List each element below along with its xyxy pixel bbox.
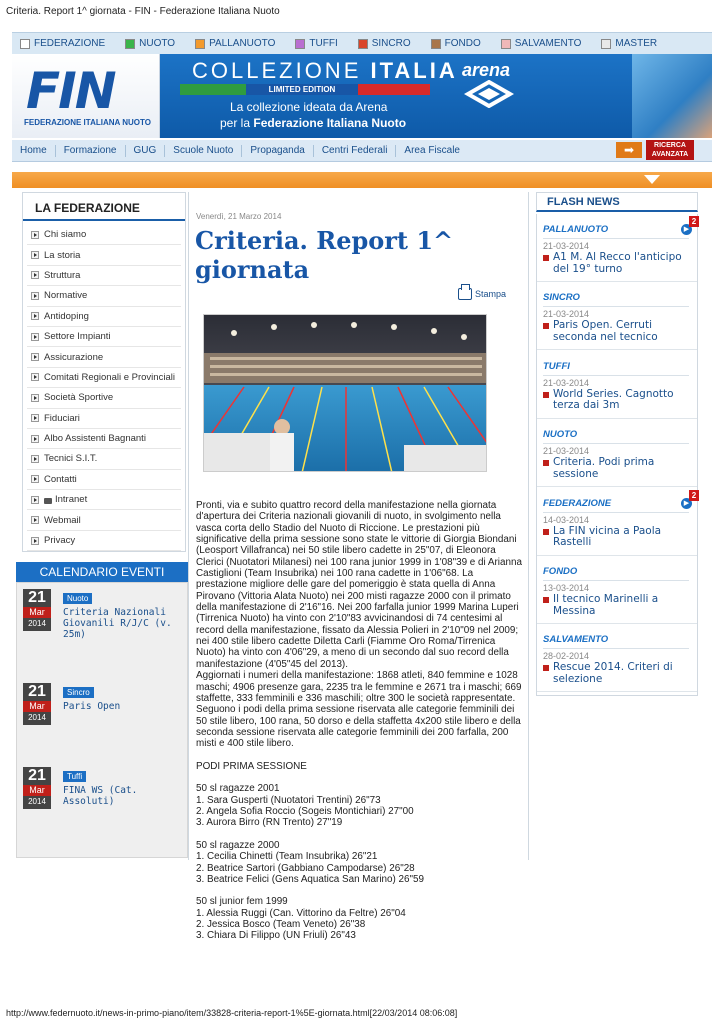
federazione-menu-label: Chi siamo <box>44 229 87 241</box>
arrow-right-icon <box>31 353 39 361</box>
flash-news-date: 21-03-2014 <box>543 241 590 251</box>
federazione-menu-label: Webmail <box>44 514 81 526</box>
flash-news-headline[interactable] <box>543 457 693 480</box>
federazione-menu-item[interactable] <box>27 470 181 490</box>
event-month: Mar <box>23 607 51 618</box>
section-label: SINCRO <box>371 38 411 49</box>
flash-news-headline-text: World Series. Cagnotto terza dai 3m <box>553 387 674 412</box>
banner-line2-bold: Federazione Italiana Nuoto <box>253 116 407 130</box>
category-underline <box>543 512 689 513</box>
arrow-right-icon <box>31 475 39 483</box>
federazione-menu-label: Albo Assistenti Bagnanti <box>44 433 146 445</box>
arrow-right-icon <box>31 373 39 381</box>
flash-news-item[interactable] <box>537 556 697 624</box>
flash-news-headline-text: Il tecnico Marinelli a Messina <box>553 593 659 617</box>
federazione-menu-label: Comitati Regionali e Provinciali <box>44 371 175 383</box>
nav-propaganda[interactable]: Propaganda <box>242 145 314 157</box>
nav-scuole-nuoto[interactable]: Scuole Nuoto <box>165 145 242 157</box>
federazione-menu-label: Contatti <box>44 473 77 485</box>
nav-formazione[interactable]: Formazione <box>56 145 126 157</box>
fin-logo[interactable] <box>12 54 160 138</box>
flash-news-date: 14-03-2014 <box>543 514 590 525</box>
orange-divider-bar <box>12 172 712 188</box>
article-title: Criteria. Report 1^ giornata <box>195 226 454 284</box>
arrow-right-icon <box>31 292 39 300</box>
play-circle-icon: ▶ <box>681 498 692 509</box>
event-year: 2014 <box>28 797 46 806</box>
advanced-search-button[interactable] <box>646 140 694 160</box>
arrow-right-icon <box>31 455 39 463</box>
flash-news-headline-text: Paris Open. Cerruti seconda nel tecnico <box>553 319 658 343</box>
federazione-menu-label: Assicurazione <box>44 351 104 363</box>
search-go-arrow-icon[interactable]: ➡ <box>616 142 642 158</box>
category-underline <box>543 648 689 649</box>
event-date <box>23 767 51 809</box>
arrow-right-icon <box>31 251 39 259</box>
federazione-menu-label: Settore Impianti <box>44 331 111 343</box>
section-color-icon <box>20 39 30 49</box>
arena-logo: arena <box>462 60 511 80</box>
arrow-right-icon <box>31 537 39 545</box>
flash-news-headline[interactable] <box>543 389 693 412</box>
federazione-menu-item[interactable] <box>27 490 181 510</box>
federazione-menu-item[interactable] <box>27 327 181 347</box>
federazione-menu-title: LA FEDERAZIONE <box>23 193 185 221</box>
flash-news-category[interactable]: SINCRO <box>543 292 580 304</box>
federazione-menu-label: Normative <box>44 290 88 302</box>
event-month: Mar <box>23 701 51 712</box>
flash-news-headline[interactable] <box>543 526 693 549</box>
section-label: MASTER <box>615 38 658 49</box>
flash-news-item[interactable] <box>537 624 697 692</box>
nav-gug[interactable]: GUG <box>126 145 166 157</box>
federazione-menu-label: La storia <box>44 249 81 261</box>
federazione-menu-item[interactable] <box>27 266 181 286</box>
arrow-right-icon <box>31 231 39 239</box>
arrow-right-icon <box>31 414 39 422</box>
arrow-right-icon <box>31 271 39 279</box>
flash-news-item[interactable] <box>537 282 697 350</box>
print-label: Stampa <box>475 289 507 299</box>
section-label: FEDERAZIONE <box>34 38 106 49</box>
federazione-menu <box>22 192 186 552</box>
flash-news-headline[interactable] <box>543 320 693 343</box>
federazione-menu-item[interactable] <box>27 531 181 551</box>
event-year: 2014 <box>28 713 46 722</box>
print-header: Criteria. Report 1^ giornata - FIN - Federazione Italiana Nuoto <box>6 6 280 17</box>
section-label: FONDO <box>444 38 481 49</box>
badge-count: 2 <box>689 216 699 227</box>
bullet-square-icon <box>543 665 549 671</box>
fin-logo-text: FEDERAZIONE ITALIANA NUOTO <box>24 118 151 127</box>
advanced-search-line1: RICERCA <box>654 142 686 149</box>
federazione-menu-item[interactable] <box>27 347 181 367</box>
arrow-right-icon <box>31 394 39 402</box>
nav-home[interactable]: Home <box>12 145 56 157</box>
nav-area-fiscale[interactable]: Area Fiscale <box>404 144 460 156</box>
section-link[interactable] <box>20 38 105 49</box>
event-day: 21 <box>28 589 46 606</box>
article-date: Venerdì, 21 Marzo 2014 <box>196 212 282 221</box>
column-divider <box>528 192 529 860</box>
federazione-menu-item[interactable] <box>27 409 181 429</box>
event-tag[interactable]: Nuoto <box>63 593 92 604</box>
flash-news-date: 28-02-2014 <box>543 651 590 662</box>
category-underline <box>543 375 689 376</box>
section-color-icon <box>125 39 135 49</box>
sections-bar <box>12 32 712 54</box>
main-nav <box>12 140 712 162</box>
nav-centri-federali[interactable]: Centri Federali <box>314 145 397 157</box>
section-color-icon <box>358 39 368 49</box>
federazione-menu-item[interactable] <box>27 510 181 530</box>
event-tag[interactable]: Sincro <box>63 687 94 698</box>
collezione-word: COLLEZIONE <box>192 58 362 83</box>
banner-line2-pre: per la <box>220 116 254 130</box>
event-name[interactable]: FINA WS (Cat. Assoluti) <box>63 785 138 807</box>
calendar-title: CALENDARIO EVENTI <box>16 562 188 582</box>
expand-triangle-icon[interactable] <box>644 175 660 184</box>
article-paragraph: PODI PRIMA SESSIONE <box>196 760 307 772</box>
section-link[interactable] <box>358 38 411 49</box>
section-label: SALVAMENTO <box>514 38 582 49</box>
article-paragraph: 50 sl ragazze 2001 1. Sara Gusperti (Nuotatori Trentini) 26"73 2. Angela Sofia Roccio (Sogeis Montichiari) 27"00 3. Aurora Birro (RN Trento) 27"19 <box>196 783 414 829</box>
flash-news-category[interactable]: SALVAMENTO <box>543 634 609 646</box>
arrow-right-icon <box>31 435 39 443</box>
category-underline <box>543 306 689 307</box>
printer-icon <box>458 288 472 300</box>
section-color-icon <box>195 39 205 49</box>
section-color-icon <box>501 39 511 49</box>
event-day: 21 <box>28 767 46 784</box>
category-underline <box>543 443 689 444</box>
federazione-menu-list <box>23 221 185 551</box>
section-color-icon <box>431 39 441 49</box>
flash-news-date: 21-03-2014 <box>543 309 590 320</box>
news-count-badge[interactable] <box>681 490 699 512</box>
badge-count: 2 <box>689 490 699 501</box>
lock-icon <box>44 498 52 504</box>
header-banner[interactable] <box>12 54 712 138</box>
flash-news-headline-text: A1 M. Al Recco l'anticipo del 19° turno <box>553 251 682 275</box>
event-name[interactable]: Paris Open <box>63 701 121 712</box>
event-year: 2014 <box>28 619 46 628</box>
section-link[interactable] <box>501 38 582 49</box>
arrow-right-icon <box>31 333 39 341</box>
flash-news-item[interactable] <box>537 351 697 419</box>
federazione-menu-item[interactable] <box>27 245 181 265</box>
pool-photo-illustration <box>204 315 487 472</box>
flash-news-headline-text: Rescue 2014. Criteri di selezione <box>553 661 673 685</box>
section-label: TUFFI <box>309 38 338 49</box>
flash-news-category[interactable]: TUFFI <box>543 360 570 372</box>
federazione-menu-label: Struttura <box>44 269 81 281</box>
federazione-menu-label: Tecnici S.I.T. <box>44 453 98 465</box>
federazione-menu-label: Antidoping <box>44 310 89 322</box>
section-label: PALLANUOTO <box>209 38 276 49</box>
event-month: Mar <box>23 785 51 796</box>
arena-diamond-icon <box>464 80 514 108</box>
article-photo <box>203 314 487 472</box>
event-tag[interactable]: Tuffi <box>63 771 86 782</box>
flash-news-category[interactable]: FEDERAZIONE <box>543 497 612 509</box>
section-color-icon <box>601 39 611 49</box>
section-link[interactable] <box>195 38 275 49</box>
article-paragraph: Pronti, via e subito quattro record della manifestazione nella giornata d'apertura dei Criteria nazionali giovanili di nuoto, in svolgimento nella vasca corta dello Stadio del Nuoto di Riccione. Le prestazioni più significative della prima sessione sono state le vittorie di Giorgia Biondani (Leosport Villafranca) nei 50 stile libero cadette in 25"07, di Eleonora Clerici (Nuotatori Milanesi) nei 100 rana junior 1999 in 1'08"39 e di Arianna Castiglioni (Team Insubrika) nei 100 rana cadette in 1'06"68. La prestazione migliore delle gare del pomeriggio è stata quella di Anna Pirovano (Vittoria Alata Nuoto) nei 200 misti ragazze 2000 con il primato della manifestazione di 2'16"16. Nei 200 farfalla junior 1999 Marina Luperi (Tirrenica Nuoto) ha vinto con 2'10"83 avvicinandosi di 74 centesimi al record della manifestazione, fissato da Alessia Polieri in 2'10"09 nel 2009; nei 400 stile libero cadette Diletta Carli (Fiamme Oro Roma/Tirrenica Nuoto) ha vinto con 4'06"29, a meno di un secondo dal suo record della manifestazione (4'05"45 del 2013). Aggiornati i numeri della manifestazione: 1868 atleti, 840 femmine e 1028 maschi; 4906 presenze gara, 2235 tra le femmine e 2671 tra i maschi; 669 staffette, 333 femminili e 336 maschili; oltre 300 le società rappresentate. Seguono i podi della prima sessione riservata alle categorie femminili dei 50 stile libero, 100 rana, 50 dorso e della staffetta 4x200 stile libero e della seconda sessione riservata alle categorie femminili dei 200 farfalla, 200 misti e 400 stile libero. <box>196 500 522 750</box>
event-name[interactable]: Criteria Nazionali Giovanili R/J/C (v. 25m) <box>63 607 172 640</box>
federazione-menu-item[interactable] <box>27 388 181 408</box>
flash-news-headline[interactable] <box>543 662 693 685</box>
flash-news-title: FLASH NEWS <box>536 192 698 212</box>
swimmer-photo <box>632 54 712 138</box>
federazione-menu-label: Società Sportive <box>44 392 114 404</box>
flash-news-category[interactable]: FONDO <box>543 566 578 577</box>
event-date <box>23 589 51 631</box>
flash-news-category[interactable]: PALLANUOTO <box>543 224 609 235</box>
flash-news-headline-text: Criteria. Podi prima sessione <box>553 456 655 480</box>
section-link[interactable] <box>431 38 481 49</box>
bullet-square-icon <box>543 392 549 398</box>
federazione-menu-item[interactable] <box>27 429 181 449</box>
article-paragraph: 50 sl ragazze 2000 1. Cecilia Chinetti (Team Insubrika) 26"21 2. Beatrice Sartori (Gabbiano Campodarse) 26"28 3. Beatrice Felici (Gens Aquatica San Marino) 26"59 <box>196 839 425 885</box>
flash-news-headline[interactable] <box>543 594 693 617</box>
bullet-square-icon <box>543 460 549 466</box>
federazione-menu-label: Intranet <box>55 494 88 506</box>
flash-news-date: 21-03-2014 <box>543 446 590 457</box>
bullet-square-icon <box>543 255 549 261</box>
flash-news-item[interactable] <box>537 488 697 556</box>
flash-news-list <box>536 214 698 696</box>
article-paragraph: 50 sl junior fem 1999 1. Alessia Ruggi (Can. Vittorino da Feltre) 26"04 2. Jessica Bosco (Team Veneto) 26"38 3. Chiara Di Filippo (UN Friuli) 26"43 <box>196 896 406 942</box>
section-link[interactable] <box>125 38 175 49</box>
section-link[interactable] <box>601 38 657 49</box>
flash-news-item[interactable] <box>537 419 697 487</box>
banner-line1: La collezione ideata da Arena <box>230 100 388 114</box>
play-circle-icon: ▶ <box>681 224 692 235</box>
federazione-menu-item[interactable] <box>27 225 181 245</box>
fin-logo-mark: FIN <box>26 62 115 120</box>
italia-word: ITALIA <box>370 58 458 83</box>
bullet-square-icon <box>543 597 549 603</box>
flash-news-item[interactable] <box>537 214 697 282</box>
advanced-search-line2: AVANZATA <box>651 151 689 158</box>
federazione-menu-label: Fiduciari <box>44 412 80 424</box>
arrow-right-icon <box>31 496 39 504</box>
arrow-right-icon <box>31 312 39 320</box>
federazione-menu-item[interactable] <box>27 307 181 327</box>
flash-news-category[interactable]: NUOTO <box>543 429 578 441</box>
federazione-menu-label: Privacy <box>44 535 76 547</box>
print-footer: http://www.federnuoto.it/news-in-primo-piano/item/33828-criteria-report-1%5E-giornata.html[22/03/2014 08:06:08] <box>6 1008 458 1018</box>
flash-news-headline-text: La FIN vicina a Paola Rastelli <box>553 524 662 549</box>
category-underline <box>543 580 689 581</box>
print-button[interactable] <box>458 288 506 300</box>
federazione-menu-item[interactable] <box>27 449 181 469</box>
section-label: NUOTO <box>139 38 176 49</box>
column-divider <box>188 192 189 860</box>
banner-collezione <box>192 58 458 84</box>
section-color-icon <box>295 39 305 49</box>
arrow-right-icon <box>31 516 39 524</box>
federazione-menu-item[interactable] <box>27 286 181 306</box>
banner-line2 <box>220 116 406 130</box>
bullet-square-icon <box>543 529 549 535</box>
event-day: 21 <box>28 683 46 700</box>
article-body <box>196 500 522 953</box>
flash-news-date: 21-03-2014 <box>543 377 590 388</box>
news-count-badge[interactable] <box>681 217 699 238</box>
category-underline <box>543 238 689 239</box>
limited-edition-label: LIMITED EDITION <box>246 84 358 95</box>
event-date <box>23 683 51 725</box>
bullet-square-icon <box>543 323 549 329</box>
section-link[interactable] <box>295 38 337 49</box>
flash-news-date: 13-03-2014 <box>543 583 590 593</box>
federazione-menu-item[interactable] <box>27 368 181 388</box>
calendar-events <box>16 582 188 858</box>
flash-news-headline[interactable] <box>543 252 693 275</box>
